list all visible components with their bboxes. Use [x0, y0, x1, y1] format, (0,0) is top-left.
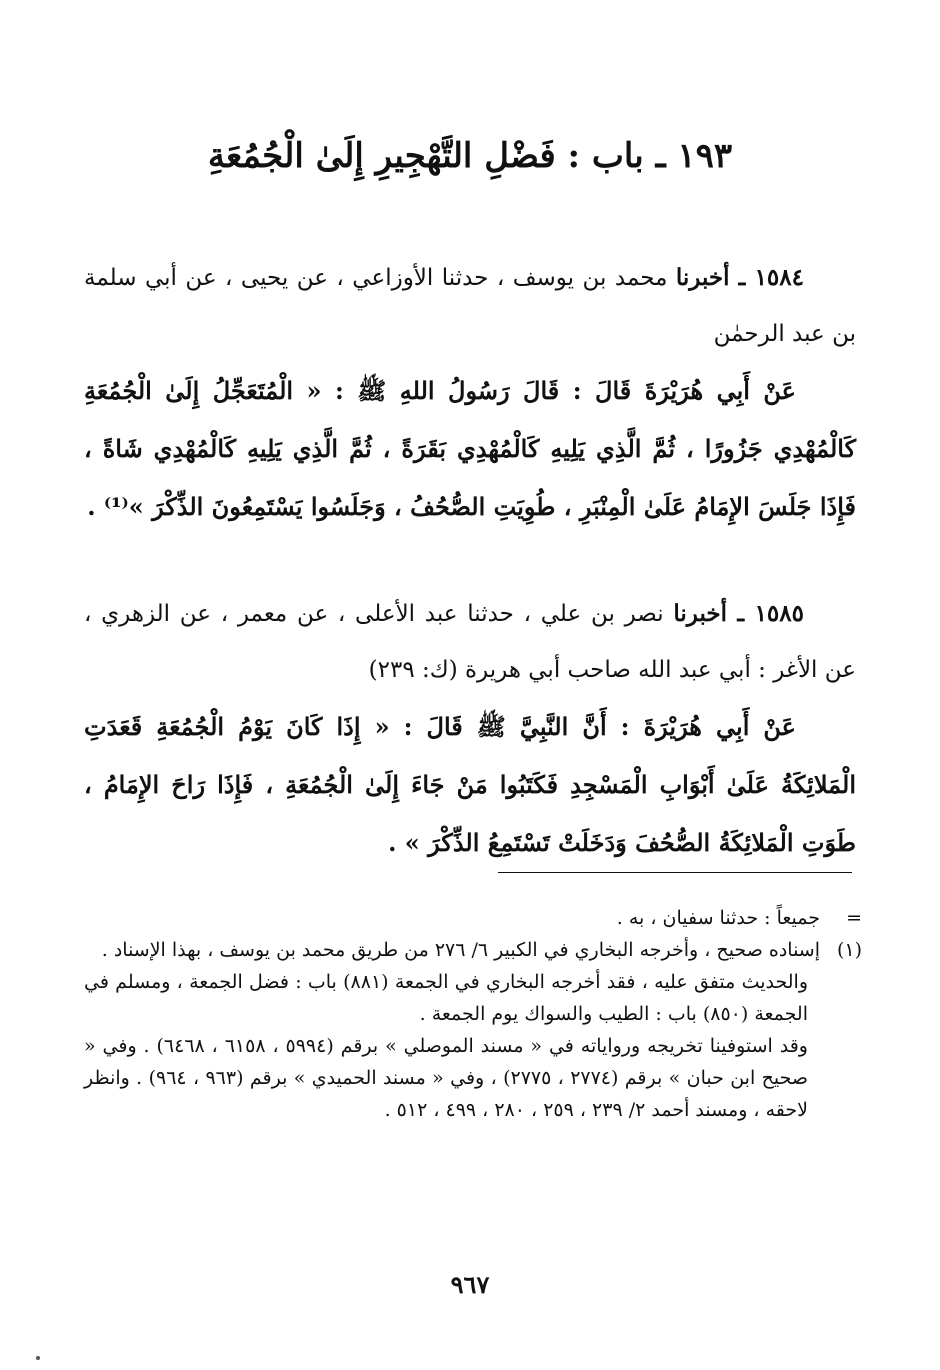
footnote-continuation — [84, 902, 862, 934]
footnote-text: جميعاً : حدثنا سفيان ، به . — [616, 907, 820, 929]
footnote-text: إسناده صحيح ، وأخرجه البخاري في الكبير ٦/ ٢٧٦ من طريق محمد بن يوسف ، بهذا الإسناد . — [101, 939, 820, 961]
hadith-number: ١٥٨٥ ـ أخبرنا — [673, 600, 804, 627]
footnote-marker: (١) — [836, 939, 862, 961]
hadith-matn: عَنْ أَبِي هُرَيْرَةَ : أَنَّ النَّبِيَّ ﷺ قَالَ : « إِذَا كَانَ يَوْمُ الْجُمُعَةِ قَعَدَتِ الْمَلائِكَةُ عَلَىٰ أَبْوَابِ الْمَسْجِدِ فَكَتَبُوا مَنْ جَاءَ إِلَىٰ الْجُمُعَةِ ، فَإِذَا رَاحَ الإِمَامُ ، طَوَتِ الْمَلائِكَةُ الصُّحُفَ وَدَخَلَتْ تَسْتَمِعُ الذِّكْرَ » . — [84, 712, 856, 857]
page-number: ٩٦٧ — [450, 1270, 490, 1299]
chapter-title: ١٩٣ ـ باب : فَضْلِ التَّهْجِيرِ إِلَىٰ الْجُمُعَةِ — [207, 136, 733, 176]
hadith-1585 — [84, 586, 856, 872]
isnad-text: محمد بن يوسف ، حدثنا الأوزاعي ، عن يحيى ، عن أبي سلمة بن عبد الرحمٰن — [84, 265, 856, 347]
hadith-1584 — [84, 250, 856, 536]
footnote-marker: = — [846, 907, 862, 929]
footnote-paragraph: وقد استوفينا تخريجه ورواياته في « مسند الموصلي » برقم (٥٩٩٤ ، ٦١٥٨ ، ٦٤٦٨) . وفي « صحيح ابن حبان » برقم (٢٧٧٤ ، ٢٧٧٥) ، وفي « مسند الحميدي » برقم (٩٦٣ ، ٩٦٤) . وانظر لاحقه ، ومسند أحمد ٢/ ٢٣٩ ، ٢٥٩ ، ٢٨٠ ، ٤٩٩ ، ٥١٢ . — [84, 1035, 808, 1121]
footnote-1 — [84, 934, 862, 966]
hadith-number: ١٥٨٤ ـ أخبرنا — [675, 264, 804, 291]
hadith-matn: عَنْ أَبِي هُرَيْرَةَ قَالَ : قَالَ رَسُولُ اللهِ ﷺ : « الْمُتَعَجِّلُ إِلَىٰ الْجُمُعَةِ كَالْمُهْدِي جَزُورًا ، ثُمَّ الَّذِي يَلِيهِ كَالْمُهْدِي بَقَرَةً ، ثُمَّ الَّذِي يَلِيهِ كَالْمُهْدِي شَاةً ، فَإِذَا جَلَسَ الإِمَامُ عَلَىٰ الْمِنْبَرِ ، طُوِيَتِ الصُّحُفُ ، وَجَلَسُوا يَسْتَمِعُونَ الذِّكْرَ »⁽¹⁾ . — [84, 376, 856, 521]
isnad-text: نصر بن علي ، حدثنا عبد الأعلى ، عن معمر ، عن الزهري ، عن الأغر : أبي عبد الله صاحب أبي هريرة (ك: ٢٣٩) — [84, 601, 856, 683]
footnote-separator — [498, 872, 852, 873]
hadith-isnad — [84, 586, 856, 698]
footnotes — [84, 902, 862, 1126]
scan-speck — [36, 1356, 40, 1360]
hadith-isnad — [84, 250, 856, 362]
footnote-paragraph: والحديث متفق عليه ، فقد أخرجه البخاري في الجمعة (٨٨١) باب : فضل الجمعة ، ومسلم في الجمعة (٨٥٠) باب : الطيب والسواك يوم الجمعة . — [84, 971, 808, 1025]
